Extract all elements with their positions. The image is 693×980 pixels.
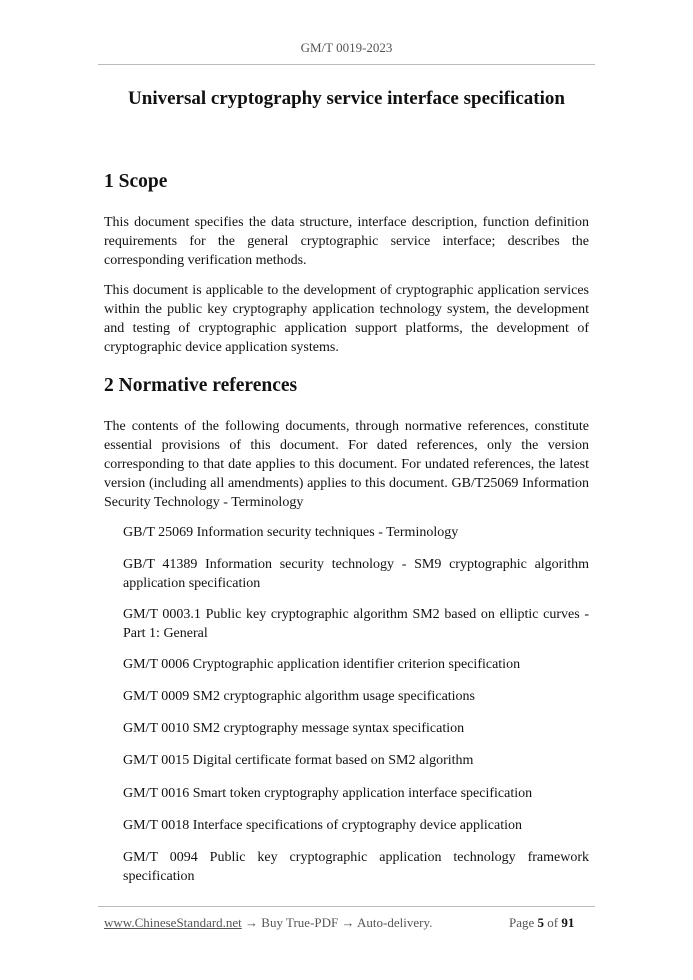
- page-number: [509, 915, 574, 931]
- header-divider: [98, 64, 595, 65]
- reference-item: GB/T 25069 Information security techniques - Terminology: [123, 525, 459, 540]
- section-heading-normative-references: 2 Normative references: [104, 375, 298, 396]
- scope-paragraph-1: This document specifies the data structure, interface description, function definition requirements for the general cryptographic service interface; describes the corresponding verification methods.: [104, 215, 589, 268]
- page-header: GM/T 0019-2023: [300, 40, 393, 55]
- page-total: 91: [561, 915, 575, 930]
- page-current: 5: [537, 915, 545, 930]
- reference-item: GM/T 0016 Smart token cryptography application interface specification: [123, 786, 533, 801]
- normative-intro-paragraph: The contents of the following documents, through normative references, constitute essential provisions of this document. For dated references, only the version corresponding to that date applies to this document. For undated references, the latest version (including all amendments) applies to this document. GB/T25069 Information Security Technology - Terminology: [104, 419, 589, 510]
- document-title: Universal cryptography service interface specification: [128, 88, 565, 109]
- reference-item: GB/T 41389 Information security technology - SM9 cryptographic algorithm application specification: [123, 557, 589, 591]
- page-of-label: of: [547, 915, 559, 930]
- footer-links: [104, 915, 432, 931]
- buy-link[interactable]: Buy True-PDF: [261, 915, 339, 930]
- scope-paragraph-2: This document is applicable to the development of cryptographic application services within the public key cryptography application technology system, the development and testing of cryptographic application support platforms, the development of cryptographic device application systems.: [104, 283, 589, 355]
- reference-item: GM/T 0006 Cryptographic application identifier criterion specification: [123, 657, 521, 672]
- page-label: Page: [509, 915, 535, 930]
- reference-item: GM/T 0009 SM2 cryptographic algorithm usage specifications: [123, 689, 476, 704]
- footer-divider: [98, 906, 595, 907]
- site-link[interactable]: www.ChineseStandard.net: [104, 915, 242, 930]
- reference-item: GM/T 0015 Digital certificate format based on SM2 algorithm: [123, 753, 474, 768]
- delivery-text: Auto-delivery.: [357, 915, 433, 930]
- reference-item: GM/T 0010 SM2 cryptography message syntax specification: [123, 721, 465, 736]
- arrow-icon: →: [245, 915, 259, 930]
- reference-item: GM/T 0003.1 Public key cryptographic algorithm SM2 based on elliptic curves - Part 1: General: [123, 607, 589, 641]
- reference-item: GM/T 0018 Interface specifications of cryptography device application: [123, 818, 522, 833]
- section-heading-scope: 1 Scope: [104, 171, 168, 192]
- arrow-icon: →: [341, 915, 355, 930]
- reference-item: GM/T 0094 Public key cryptographic application technology framework specification: [123, 850, 589, 884]
